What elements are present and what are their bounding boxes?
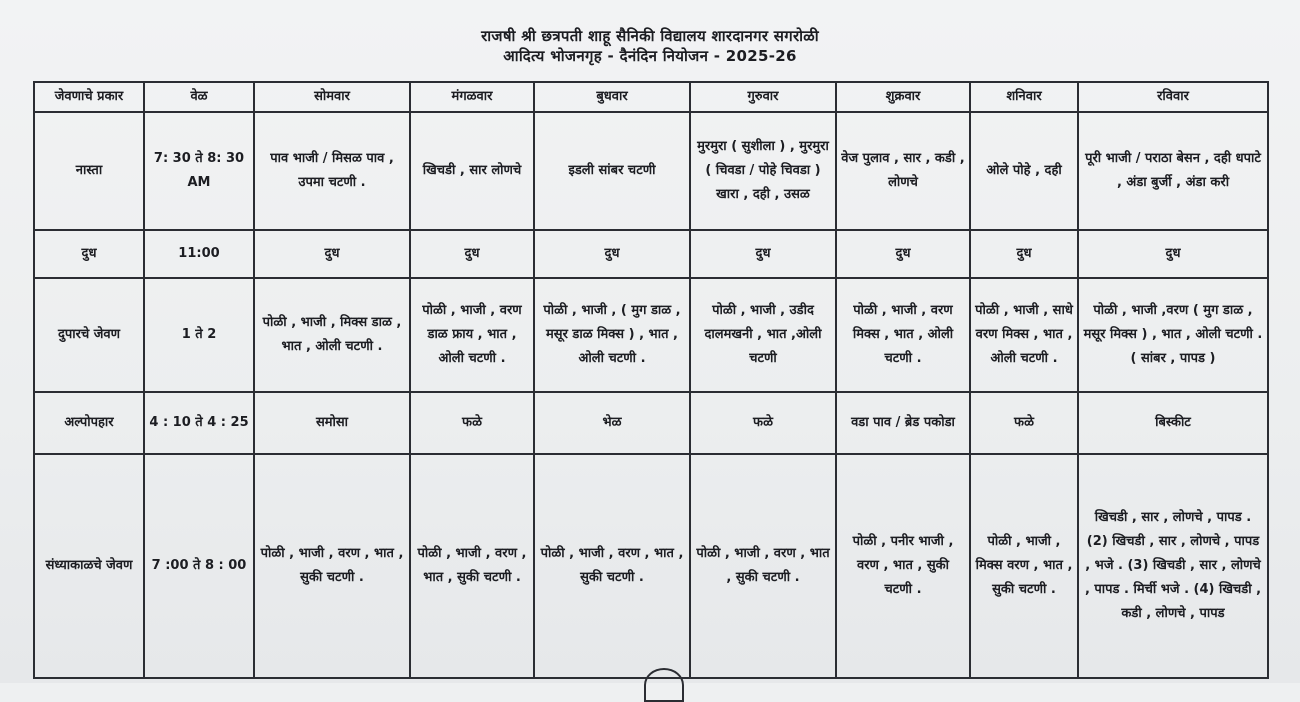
table-row-dinner — [34, 454, 1268, 678]
col-header-friday: शुक्रवार — [836, 82, 970, 112]
table-cell: पोळी , भाजी , वरण , भात , सुकी चटणी . — [410, 454, 534, 678]
menu-table — [33, 81, 1269, 679]
table-row-breakfast — [34, 112, 1268, 230]
table-cell: पूरी भाजी / पराठा बेसन , दही धपाटे , अंडा बुर्जी , अंडा करी — [1078, 112, 1268, 230]
table-cell: समोसा — [254, 392, 410, 454]
table-cell: पोळी , भाजी , वरण मिक्स , भात , ओली चटणी . — [836, 278, 970, 392]
table-row-milk — [34, 230, 1268, 278]
table-cell: खिचडी , सार , लोणचे , पापड . (2) खिचडी , सार , लोणचे , पापड , भजे . (3) खिचडी , सार , लोणचे , पापड . मिर्ची भजे . (4) खिचडी , कडी , लोणचे , पापड — [1078, 454, 1268, 678]
school-title: राजषी श्री छत्रपती शाहू सैनिकी विद्यालय शारदानगर सगरोळी — [481, 27, 819, 45]
table-cell: पोळी , भाजी , मिक्स डाळ , भात , ओली चटणी . — [254, 278, 410, 392]
table-cell: दुध — [534, 230, 690, 278]
row-time: 1 ते 2 — [144, 278, 254, 392]
table-cell: पोळी , भाजी , वरण डाळ फ्राय , भात , ओली चटणी . — [410, 278, 534, 392]
table-cell: दुध — [836, 230, 970, 278]
row-time: 7 :00 ते 8 : 00 — [144, 454, 254, 678]
table-cell: दुध — [254, 230, 410, 278]
table-row-snack — [34, 392, 1268, 454]
table-cell: वडा पाव / ब्रेड पकोडा — [836, 392, 970, 454]
col-header-thursday: गुरुवार — [690, 82, 836, 112]
table-cell: ओले पोहे , दही — [970, 112, 1078, 230]
table-cell: दुध — [690, 230, 836, 278]
table-cell: इडली सांबर चटणी — [534, 112, 690, 230]
table-row-lunch — [34, 278, 1268, 392]
row-type: नास्ता — [34, 112, 144, 230]
row-time: 7: 30 ते 8: 30 AM — [144, 112, 254, 230]
row-time: 11:00 — [144, 230, 254, 278]
table-cell: खिचडी , सार लोणचे — [410, 112, 534, 230]
row-type: दुध — [34, 230, 144, 278]
table-cell: पोळी , भाजी , वरण , भात , सुकी चटणी . — [254, 454, 410, 678]
table-cell: पोळी , भाजी , उडीद दालमखनी , भात ,ओली चटणी — [690, 278, 836, 392]
col-header-time: वेळ — [144, 82, 254, 112]
row-time: 4 : 10 ते 4 : 25 — [144, 392, 254, 454]
col-header-meal-type: जेवणाचे प्रकार — [34, 82, 144, 112]
col-header-wednesday: बुधवार — [534, 82, 690, 112]
table-cell: दुध — [970, 230, 1078, 278]
table-cell: फळे — [410, 392, 534, 454]
schedule-title: आदित्य भोजनगृह - दैनंदिन नियोजन - 2025-26 — [503, 47, 797, 65]
table-cell: वेज पुलाव , सार , कडी , लोणचे — [836, 112, 970, 230]
stamp-mark — [644, 668, 684, 702]
table-cell: पोळी , भाजी ,वरण ( मुग डाळ , मसूर मिक्स ) , भात , ओली चटणी . ( सांबर , पापड ) — [1078, 278, 1268, 392]
header — [0, 26, 1300, 66]
row-type: दुपारचे जेवण — [34, 278, 144, 392]
table-cell: पोळी , भाजी , ( मुग डाळ , मसूर डाळ मिक्स ) , भात , ओली चटणी . — [534, 278, 690, 392]
col-header-tuesday: मंगळवार — [410, 82, 534, 112]
table-cell: फळे — [970, 392, 1078, 454]
table-cell: बिस्कीट — [1078, 392, 1268, 454]
col-header-sunday: रविवार — [1078, 82, 1268, 112]
row-type: अल्पोपहार — [34, 392, 144, 454]
table-cell: भेळ — [534, 392, 690, 454]
table-cell: पोळी , भाजी , वरण , भात , सुकी चटणी . — [534, 454, 690, 678]
table-cell: दुध — [410, 230, 534, 278]
table-cell: पोळी , भाजी , साधे वरण मिक्स , भात , ओली चटणी . — [970, 278, 1078, 392]
table-cell: मुरमुरा ( सुशीला ) , मुरमुरा ( चिवडा / पोहे चिवडा ) खारा , दही , उसळ — [690, 112, 836, 230]
table-cell: पाव भाजी / मिसळ पाव , उपमा चटणी . — [254, 112, 410, 230]
table-cell: पोळी , भाजी , वरण , भात , सुकी चटणी . — [690, 454, 836, 678]
header-row — [34, 82, 1268, 112]
col-header-monday: सोमवार — [254, 82, 410, 112]
table-cell: पोळी , भाजी , मिक्स वरण , भात , सुकी चटणी . — [970, 454, 1078, 678]
table-cell: दुध — [1078, 230, 1268, 278]
table-cell: पोळी , पनीर भाजी , वरण , भात , सुकी चटणी . — [836, 454, 970, 678]
col-header-saturday: शनिवार — [970, 82, 1078, 112]
row-type: संध्याकाळचे जेवण — [34, 454, 144, 678]
table-cell: फळे — [690, 392, 836, 454]
